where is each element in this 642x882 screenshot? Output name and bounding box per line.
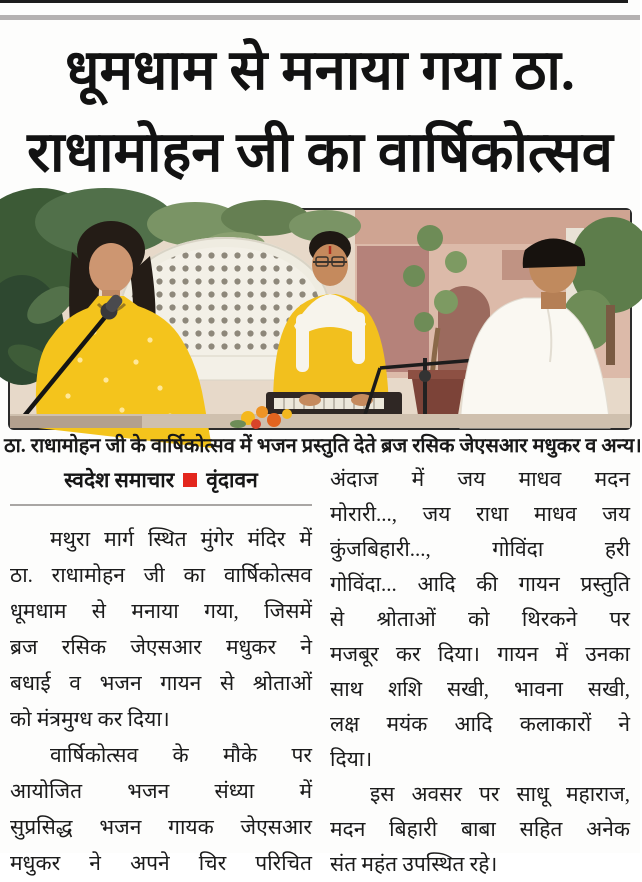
article-line: बधाई व भजन गायन से श्रोताओं: [10, 671, 312, 695]
article-line: कुंजबिहारी..., गोविंदा हरी: [330, 537, 630, 561]
photo-caption: ठा. राधामोहन जी के वार्षिकोत्सव में भजन प्रस्तुति देते ब्रज रसिक जेएसआर मधुकर व अन्य।: [4, 435, 642, 457]
article-line: मजबूर कर दिया। गायन में उनका: [330, 642, 630, 666]
byline: [10, 466, 312, 506]
byline-source: स्वदेश समाचार: [64, 468, 175, 492]
article-line: दिया।: [330, 747, 373, 771]
article-column-left: [10, 521, 312, 881]
article-line: वार्षिकोत्सव के मौके पर: [50, 743, 312, 767]
article-line: मोरारी..., जय राधा माधव जय: [330, 502, 630, 526]
top-black-rule: [0, 0, 628, 3]
article-photo: [8, 208, 632, 430]
article-line: ठा. राधामोहन जी का वार्षिकोत्सव: [10, 563, 312, 587]
article-line-clipped: संत महंत उपस्थित रहे।: [330, 852, 498, 876]
byline-location: वृंदावन: [206, 468, 258, 492]
red-square-bullet: [183, 473, 197, 487]
article-line: गोविंदा... आदि की गायन प्रस्तुति: [330, 572, 630, 596]
article-line: अंदाज में जय माधव मदन: [330, 467, 630, 491]
top-gray-rule: [0, 15, 640, 20]
headline: [0, 30, 640, 194]
article-line: ब्रज रसिक जेएसआर मधुकर ने: [10, 635, 312, 659]
article-line: धूमधाम से मनाया गया, जिसमें: [10, 599, 312, 623]
headline-line-2: राधामोहन जी का वार्षिकोत्सव: [27, 122, 613, 184]
article-line: आयोजित भजन संध्या में: [10, 779, 312, 803]
article-line: साथ शशि सखी, भावना सखी,: [330, 677, 630, 701]
article-line: को मंत्रमुग्ध कर दिया।: [10, 707, 170, 731]
photo-illustration: [10, 210, 630, 428]
article-line: सुप्रसिद्ध भजन गायक जेएसआर: [10, 815, 312, 839]
article-line: लक्ष मयंक आदि कलाकारों ने: [330, 712, 630, 736]
article-line: इस अवसर पर साधू महाराज,: [370, 782, 630, 806]
article-column-right: [330, 462, 630, 882]
headline-line-1: धूमधाम से मनाया गया ठा.: [65, 40, 575, 102]
article-line: मदन बिहारी बाबा सहित अनेक: [330, 817, 630, 841]
article-line-clipped: मधुकर ने अपने चिर परिचित: [10, 851, 312, 875]
article-line: से श्रोताओं को थिरकने पर: [330, 607, 630, 631]
article-line: मथुरा मार्ग स्थित मुंगेर मंदिर में: [50, 527, 312, 551]
